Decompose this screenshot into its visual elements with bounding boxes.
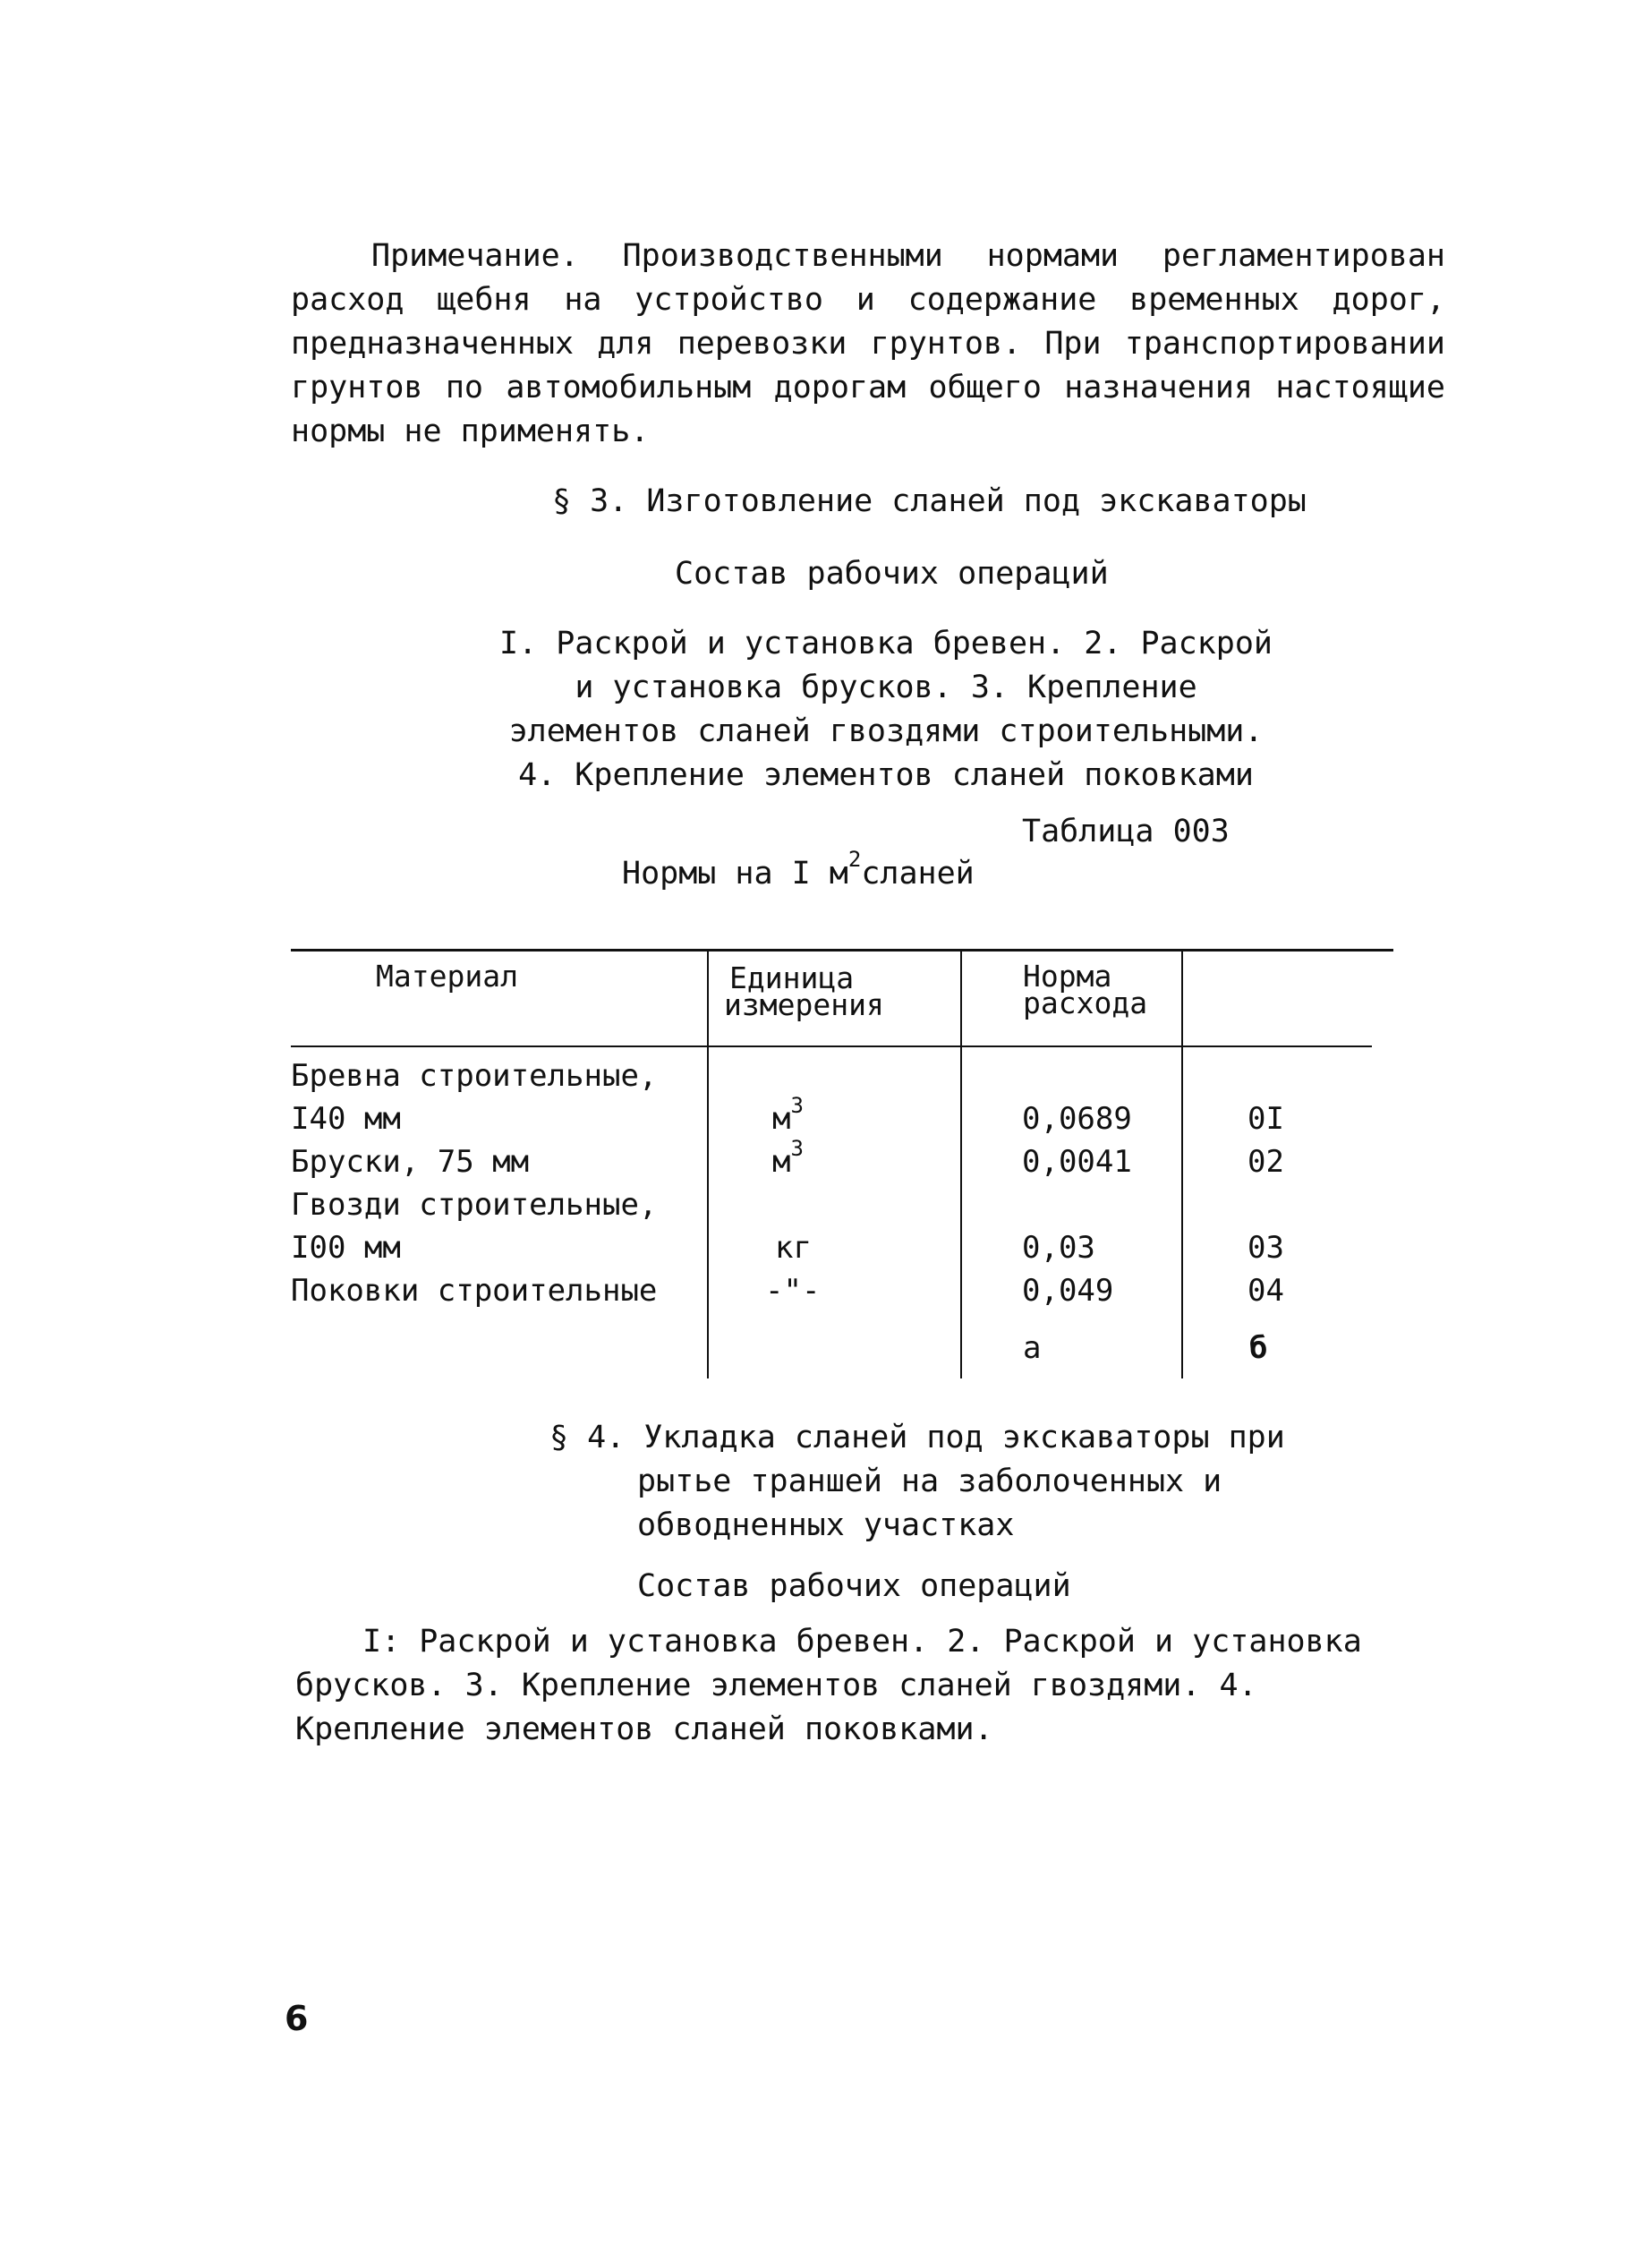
col-divider-1-head (707, 949, 709, 1045)
column-label-b: б (1249, 1330, 1268, 1366)
row-4-norm: 0,03 (1022, 1230, 1095, 1266)
header-unit-line2: измерения (724, 987, 884, 1022)
col-divider-2-head (960, 949, 962, 1045)
table-top-rule (291, 949, 1393, 952)
row-1-material: I40 мм (291, 1101, 401, 1137)
section4-ops-heading: Состав рабочих операций (637, 1568, 1071, 1604)
section4-ops-text: I: Раскрой и установка бревен. 2. Раскрой и установка брусков. 3. Крепление элементов сланей гвоздями. 4. Крепление элементов сланей поковками. (295, 1624, 1362, 1747)
row-5-norm: 0,049 (1022, 1273, 1114, 1309)
row-1-unit-sup: 3 (790, 1092, 804, 1118)
norms-prefix: Нормы на I м (622, 856, 848, 892)
header-unit-line1: Единица (729, 960, 855, 995)
col-divider-2 (960, 1047, 962, 1378)
page-number: 6 (285, 1999, 309, 2038)
row-1-norm: 0,0689 (1022, 1101, 1132, 1137)
section4-title-line1: § 4. Укладка сланей под экскаваторы при (549, 1420, 1285, 1455)
row-5-material: Поковки строительные (291, 1273, 658, 1309)
row-2-norm: 0,0041 (1022, 1144, 1132, 1180)
norms-sup: 2 (847, 847, 862, 873)
row-2-unit (772, 1135, 804, 1183)
note-paragraph (291, 235, 1445, 454)
col-divider-3 (1181, 1047, 1183, 1378)
column-label-a: а (1023, 1330, 1042, 1366)
norms-table (291, 949, 1393, 1325)
note-text: Примечание. Производственными нормами регламентирован расход щебня на устройство и содержание временных дорог, предназначенных для перевозки грунтов. При транспортировании грунтов по автомобильным дорогам общего назначения настоящие нормы не применять. (291, 238, 1445, 449)
row-3-material: Гвозди строительные, (291, 1187, 658, 1223)
col-divider-1 (707, 1047, 709, 1378)
row-2-unit-text: м (772, 1144, 791, 1180)
row-1-code: 0I (1248, 1101, 1284, 1137)
row-1-unit-text: м (772, 1101, 791, 1137)
row-2-code: 02 (1248, 1144, 1284, 1180)
row-2-unit-sup: 3 (790, 1135, 804, 1161)
table-header-rule (291, 1045, 1372, 1047)
row-4-code: 03 (1248, 1230, 1284, 1266)
col-divider-3-head (1181, 949, 1183, 1045)
header-material: Материал (376, 959, 518, 994)
row-1-unit (772, 1092, 804, 1140)
header-norm-line2: расхода (1023, 986, 1148, 1020)
row-4-unit: кг (775, 1230, 812, 1266)
row-5-code: 04 (1248, 1273, 1284, 1309)
row-5-unit: -"- (765, 1273, 821, 1309)
norms-heading (622, 847, 975, 895)
row-4-material: I00 мм (291, 1230, 401, 1266)
section4-title-line2: рытье траншей на заболоченных и (637, 1464, 1222, 1499)
table-label: Таблица 003 (1022, 814, 1230, 849)
norms-suffix: сланей (861, 856, 975, 892)
section3-ops-text: I. Раскрой и установка бревен. 2. Раскрой и установка брусков. 3. Крепление элементов сланей гвоздями строительными. 4. Крепление элементов сланей поковками (499, 626, 1273, 793)
section3-ops-heading: Состав рабочих операций (675, 556, 1109, 592)
section4-ops-paragraph (295, 1620, 1392, 1752)
section4-title-line3: обводненных участках (637, 1507, 1015, 1543)
row-2-material: Бруски, 75 мм (291, 1144, 530, 1180)
header-norm-line1: Норма (1023, 959, 1112, 994)
section3-title: § 3. Изготовление сланей под экскаваторы (552, 483, 1307, 519)
row-0-material: Бревна строительные, (291, 1058, 658, 1094)
